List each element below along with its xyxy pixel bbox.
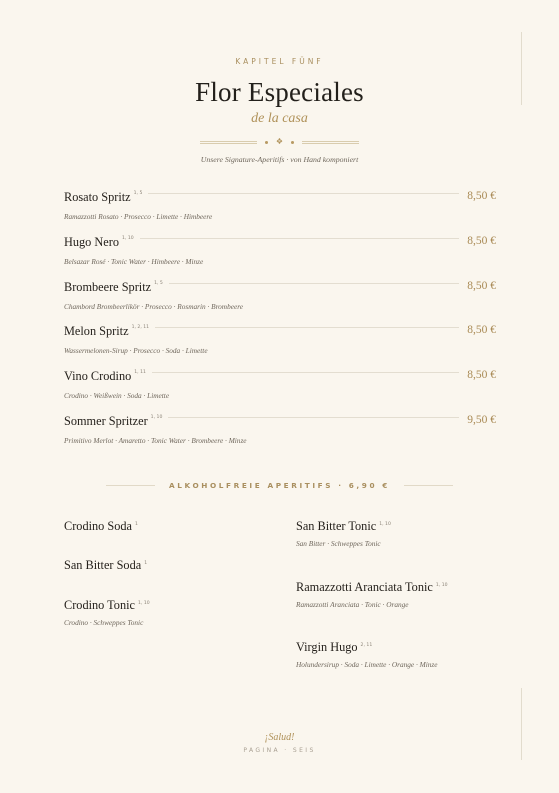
- item-description: Primitivo Merlot · Amaretto · Tonic Water · Brombeere · Minze: [64, 435, 247, 445]
- menu-item: [64, 324, 496, 369]
- ornament-divider: [0, 137, 559, 147]
- allergen-codes: 1, 11: [134, 370, 146, 376]
- allergen-codes: 2, 11: [360, 643, 373, 648]
- section-heading-alcohol-free: [106, 481, 453, 490]
- allergen-codes: 1, 10: [121, 235, 134, 241]
- item-name: San Bitter Tonic $^{1, 10}$: [296, 519, 391, 533]
- section-title: ALKOHOLFREIE APERITIFS · 6,90 €: [169, 481, 390, 490]
- page-number: PAGINA · SEIS: [243, 747, 316, 754]
- item-description: Ramazzotti Rosato · Prosecco · Limette · Himbeere: [64, 212, 213, 221]
- item-name: Brombeere Spritz $^{1, 5}$: [64, 279, 163, 294]
- item-price: 8,50 €: [467, 234, 496, 247]
- item-price: 9,50 €: [467, 413, 496, 426]
- item-name: San Bitter Soda $^1$: [64, 558, 148, 572]
- menu-header: [0, 57, 559, 164]
- item-description: Wassermelonen-Sirup · Prosecco · Soda · Limette: [64, 346, 208, 356]
- item-description: San Bitter · Schweppes Tonic: [296, 539, 381, 548]
- chapter-kicker: KAPITEL FÜNF: [235, 57, 324, 66]
- item-description: Belsazar Rosé · Tonic Water · Himbeere · Minze: [64, 256, 204, 266]
- signature-aperitif-list: [64, 190, 496, 459]
- item-name: Crodino Soda $^1$: [64, 519, 138, 533]
- item-name: Ramazzotti Aranciata Tonic $^{1, 10}$: [296, 580, 448, 594]
- menu-item: [64, 235, 496, 280]
- item-description: Crodino · Weißwein · Soda · Limette: [64, 391, 170, 401]
- item-name: Vino Crodino $^{1, 11}$: [64, 369, 146, 384]
- menu-item: [296, 519, 391, 548]
- item-name: Sommer Spritzer $^{1, 10}$: [64, 413, 163, 428]
- item-description: Crodino · Schweppes Tonic: [64, 618, 144, 627]
- item-name: Virgin Hugo $^{2, 11}$: [296, 640, 373, 654]
- item-price: 8,50 €: [467, 279, 496, 292]
- allergen-codes: 1, 2, 11: [131, 325, 150, 331]
- allergen-codes: 1: [134, 522, 138, 527]
- item-name: Crodino Tonic $^{1, 10}$: [64, 598, 150, 612]
- allergen-codes: 1, 10: [137, 601, 150, 606]
- item-name: Melon Spritz $^{1, 2, 11}$: [64, 324, 150, 339]
- menu-item: [64, 280, 496, 325]
- menu-item: [296, 640, 437, 669]
- item-description: Chambord Brombeerlikör · Prosecco · Rosmarin · Brombeere: [64, 301, 244, 311]
- allergen-codes: 1, 5: [133, 190, 143, 196]
- menu-item: [64, 558, 147, 573]
- allergen-codes: 1, 10: [379, 522, 391, 527]
- page-title: Flor Especiales: [195, 77, 364, 107]
- menu-item: [64, 190, 496, 235]
- item-price: 8,50 €: [467, 324, 496, 337]
- tagline: Unsere Signature-Aperitifs · von Hand komponiert: [200, 155, 359, 164]
- menu-item: [64, 414, 496, 459]
- item-description: Ramazzotti Aranciata · Tonic · Orange: [296, 600, 409, 609]
- item-name: Rosato Spritz $^{1, 5}$: [64, 190, 143, 204]
- allergen-codes: 1, 5: [154, 280, 163, 286]
- item-description: Holundersirup · Soda · Limette · Orange · Minze: [296, 660, 438, 669]
- allergen-codes: 1, 10: [150, 414, 163, 420]
- item-price: 8,50 €: [467, 190, 496, 202]
- menu-item: [296, 580, 448, 609]
- menu-item: [64, 369, 496, 414]
- page-subtitle: de la casa: [251, 111, 308, 126]
- diamond-ornament-icon: ❖: [275, 137, 284, 146]
- salud-signoff: ¡Salud!: [264, 732, 295, 743]
- page-footer: [0, 732, 559, 754]
- menu-item: [64, 598, 150, 627]
- item-name: Hugo Nero $^{1, 10}$: [64, 234, 134, 249]
- allergen-codes: 1: [144, 561, 148, 566]
- item-price: 8,50 €: [467, 369, 496, 382]
- menu-item: [64, 519, 138, 534]
- allergen-codes: 1, 10: [435, 583, 448, 588]
